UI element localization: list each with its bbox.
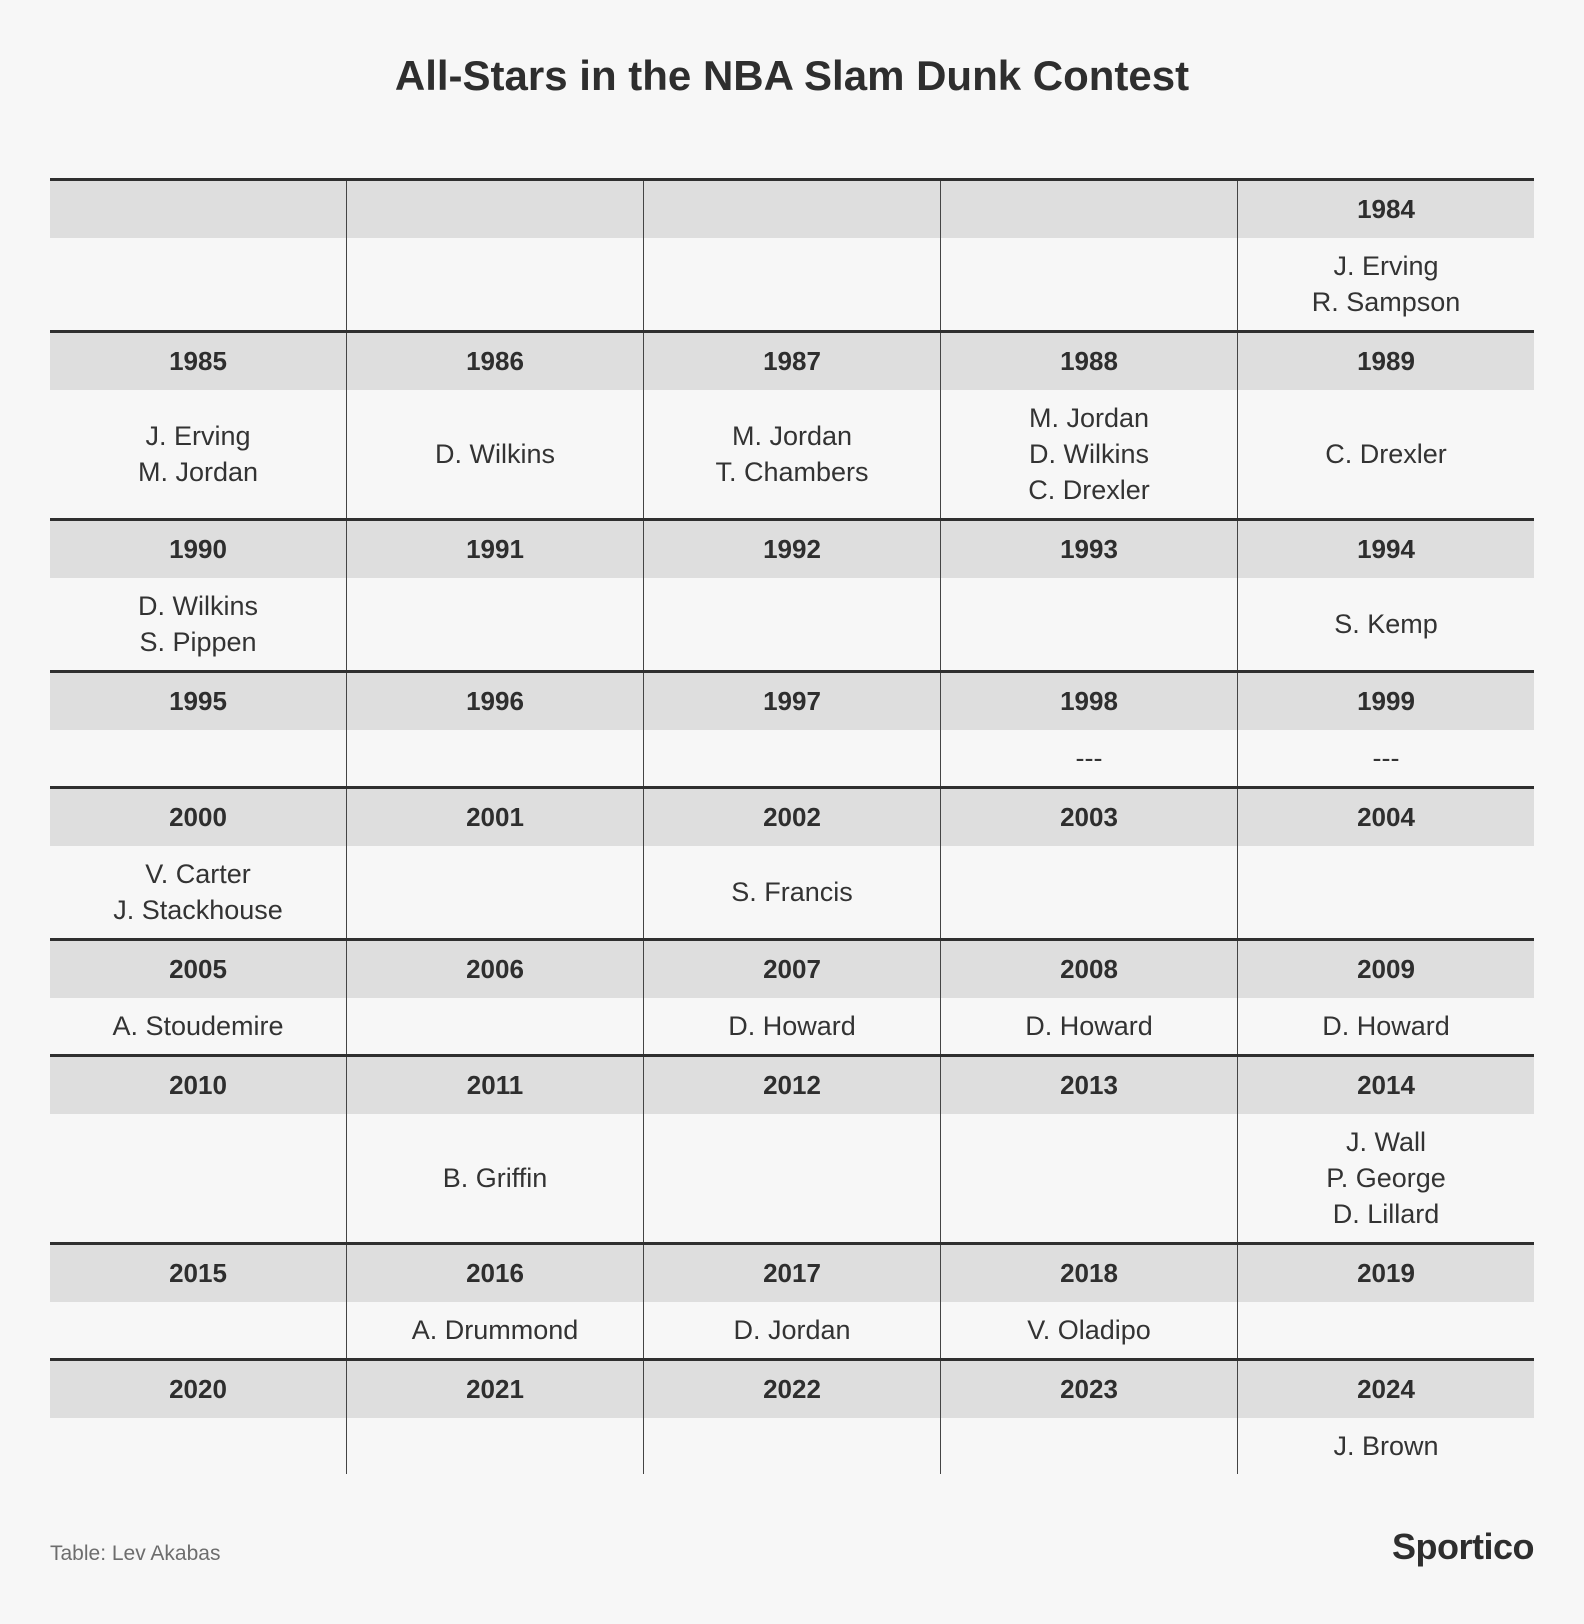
participants [941, 578, 1237, 670]
player-name: S. Francis [731, 877, 853, 907]
year-cell [643, 521, 940, 670]
year-cell [940, 181, 1237, 330]
player-name: D. Jordan [733, 1315, 851, 1345]
year-label: 2018 [941, 1245, 1237, 1302]
player-name: D. Howard [1025, 1011, 1153, 1041]
year-cell [1237, 789, 1534, 938]
year-cell [643, 1057, 940, 1242]
participants [347, 846, 643, 938]
player-name: C. Drexler [1325, 439, 1447, 469]
player-name: M. Jordan [1028, 403, 1150, 433]
year-cell [1237, 181, 1534, 330]
participants [347, 1418, 643, 1474]
year-cell [1237, 1245, 1534, 1358]
year-cell [50, 1245, 346, 1358]
year-label: 1993 [941, 521, 1237, 578]
year-label: 1994 [1238, 521, 1534, 578]
table-row [50, 1054, 1534, 1242]
player-name: V. Oladipo [1027, 1315, 1151, 1345]
year-label: 2021 [347, 1361, 643, 1418]
player-name: D. Wilkins [138, 591, 258, 621]
year-label: 1998 [941, 673, 1237, 730]
year-label: 1989 [1238, 333, 1534, 390]
year-cell [643, 673, 940, 786]
player-name: D. Howard [728, 1011, 856, 1041]
year-cell [940, 941, 1237, 1054]
year-cell [643, 181, 940, 330]
year-label: 2016 [347, 1245, 643, 1302]
year-label: 2002 [644, 789, 940, 846]
year-cell [643, 941, 940, 1054]
table-row [50, 178, 1534, 330]
year-label: 1996 [347, 673, 643, 730]
year-cell [940, 789, 1237, 938]
participants [50, 390, 346, 518]
participants [347, 730, 643, 786]
player-name: M. Jordan [137, 457, 259, 487]
year-label: 1984 [1238, 181, 1534, 238]
participants [50, 730, 346, 786]
year-cell [643, 1245, 940, 1358]
year-cell [346, 181, 643, 330]
participants [1238, 238, 1534, 330]
participants [347, 390, 643, 518]
participants [644, 238, 940, 330]
year-cell [50, 333, 346, 518]
player-name: J. Stackhouse [113, 895, 283, 925]
year-label: 2009 [1238, 941, 1534, 998]
year-label: 2024 [1238, 1361, 1534, 1418]
year-cell [346, 789, 643, 938]
player-name: J. Wall [1346, 1127, 1426, 1157]
player-name: D. Wilkins [435, 439, 555, 469]
chart-title: All-Stars in the NBA Slam Dunk Contest [394, 52, 1190, 99]
year-cell [940, 1361, 1237, 1474]
player-name: --- [1075, 743, 1103, 773]
year-label: 1999 [1238, 673, 1534, 730]
year-label: 2012 [644, 1057, 940, 1114]
year-label: 1995 [50, 673, 346, 730]
year-label: 2006 [347, 941, 643, 998]
year-label: 2020 [50, 1361, 346, 1418]
year-cell [50, 673, 346, 786]
slam-dunk-table [50, 178, 1534, 1474]
player-name: S. Pippen [139, 627, 257, 657]
year-cell [346, 1245, 643, 1358]
year-cell [940, 1057, 1237, 1242]
player-name: D. Howard [1322, 1011, 1450, 1041]
participants [50, 1114, 346, 1242]
participants [644, 578, 940, 670]
player-name: A. Stoudemire [112, 1011, 284, 1041]
participants [644, 390, 940, 518]
participants [347, 1302, 643, 1358]
player-name: T. Chambers [715, 457, 869, 487]
player-name: --- [1372, 743, 1400, 773]
year-label: 2013 [941, 1057, 1237, 1114]
year-label: 2001 [347, 789, 643, 846]
player-name: M. Jordan [731, 421, 853, 451]
player-name: V. Carter [145, 859, 251, 889]
participants [50, 238, 346, 330]
year-cell [643, 1361, 940, 1474]
player-name: C. Drexler [1028, 475, 1150, 505]
source-credit: Table: Lev Akabas [50, 1542, 221, 1565]
year-label [644, 181, 940, 238]
participants [644, 998, 940, 1054]
participants [347, 1114, 643, 1242]
participants [644, 1114, 940, 1242]
player-name: R. Sampson [1311, 287, 1461, 317]
player-name: P. George [1326, 1163, 1446, 1193]
year-cell [50, 789, 346, 938]
participants [1238, 1114, 1534, 1242]
participants [50, 846, 346, 938]
year-label: 2022 [644, 1361, 940, 1418]
year-label [50, 181, 346, 238]
year-cell [346, 1057, 643, 1242]
year-label [347, 181, 643, 238]
participants [941, 390, 1237, 518]
participants [50, 1302, 346, 1358]
participants [644, 730, 940, 786]
year-label: 2007 [644, 941, 940, 998]
participants [1238, 578, 1534, 670]
participants [941, 730, 1237, 786]
year-cell [1237, 941, 1534, 1054]
player-name: D. Wilkins [1029, 439, 1149, 469]
year-label: 2008 [941, 941, 1237, 998]
participants [941, 238, 1237, 330]
year-cell [346, 673, 643, 786]
player-name: S. Kemp [1334, 609, 1438, 639]
year-label: 2000 [50, 789, 346, 846]
year-cell [1237, 1057, 1534, 1242]
participants [50, 998, 346, 1054]
year-cell [643, 333, 940, 518]
table-row [50, 330, 1534, 518]
year-label: 1997 [644, 673, 940, 730]
year-label: 1985 [50, 333, 346, 390]
year-label: 2005 [50, 941, 346, 998]
year-cell [50, 1361, 346, 1474]
year-label: 2014 [1238, 1057, 1534, 1114]
year-label: 1991 [347, 521, 643, 578]
year-cell [1237, 673, 1534, 786]
table-row [50, 670, 1534, 786]
year-cell [50, 181, 346, 330]
year-label: 2004 [1238, 789, 1534, 846]
year-label: 2010 [50, 1057, 346, 1114]
year-label: 2023 [941, 1361, 1237, 1418]
participants [347, 998, 643, 1054]
participants [347, 578, 643, 670]
participants [941, 1114, 1237, 1242]
year-label: 2003 [941, 789, 1237, 846]
player-name: A. Drummond [411, 1315, 579, 1345]
participants [941, 1302, 1237, 1358]
year-cell [346, 941, 643, 1054]
year-cell [643, 789, 940, 938]
player-name: J. Erving [145, 421, 251, 451]
participants [1238, 730, 1534, 786]
year-cell [346, 1361, 643, 1474]
participants [1238, 390, 1534, 518]
year-cell [50, 941, 346, 1054]
player-name: J. Brown [1333, 1431, 1439, 1461]
table-row [50, 1242, 1534, 1358]
year-cell [940, 1245, 1237, 1358]
participants [941, 1418, 1237, 1474]
participants [50, 1418, 346, 1474]
participants [1238, 1418, 1534, 1474]
participants [1238, 846, 1534, 938]
player-name: J. Erving [1333, 251, 1439, 281]
player-name: D. Lillard [1332, 1199, 1440, 1229]
year-label: 2019 [1238, 1245, 1534, 1302]
table-row [50, 1358, 1534, 1474]
year-cell [346, 333, 643, 518]
participants [1238, 998, 1534, 1054]
year-cell [1237, 1361, 1534, 1474]
year-label: 2011 [347, 1057, 643, 1114]
table-row [50, 518, 1534, 670]
table-row [50, 786, 1534, 938]
participants [941, 846, 1237, 938]
year-cell [346, 521, 643, 670]
year-label: 1988 [941, 333, 1237, 390]
participants [644, 1302, 940, 1358]
year-label: 2017 [644, 1245, 940, 1302]
year-label: 1986 [347, 333, 643, 390]
year-cell [940, 673, 1237, 786]
year-label: 1990 [50, 521, 346, 578]
year-cell [50, 1057, 346, 1242]
participants [644, 846, 940, 938]
participants [347, 238, 643, 330]
table-row [50, 938, 1534, 1054]
year-label: 2015 [50, 1245, 346, 1302]
participants [644, 1418, 940, 1474]
year-label: 1987 [644, 333, 940, 390]
year-cell [50, 521, 346, 670]
brand-logo: Sportico [1391, 1526, 1534, 1567]
year-cell [940, 333, 1237, 518]
year-label: 1992 [644, 521, 940, 578]
participants [50, 578, 346, 670]
participants [1238, 1302, 1534, 1358]
year-cell [1237, 521, 1534, 670]
year-cell [940, 521, 1237, 670]
year-label [941, 181, 1237, 238]
year-cell [1237, 333, 1534, 518]
player-name: B. Griffin [442, 1163, 548, 1193]
participants [941, 998, 1237, 1054]
